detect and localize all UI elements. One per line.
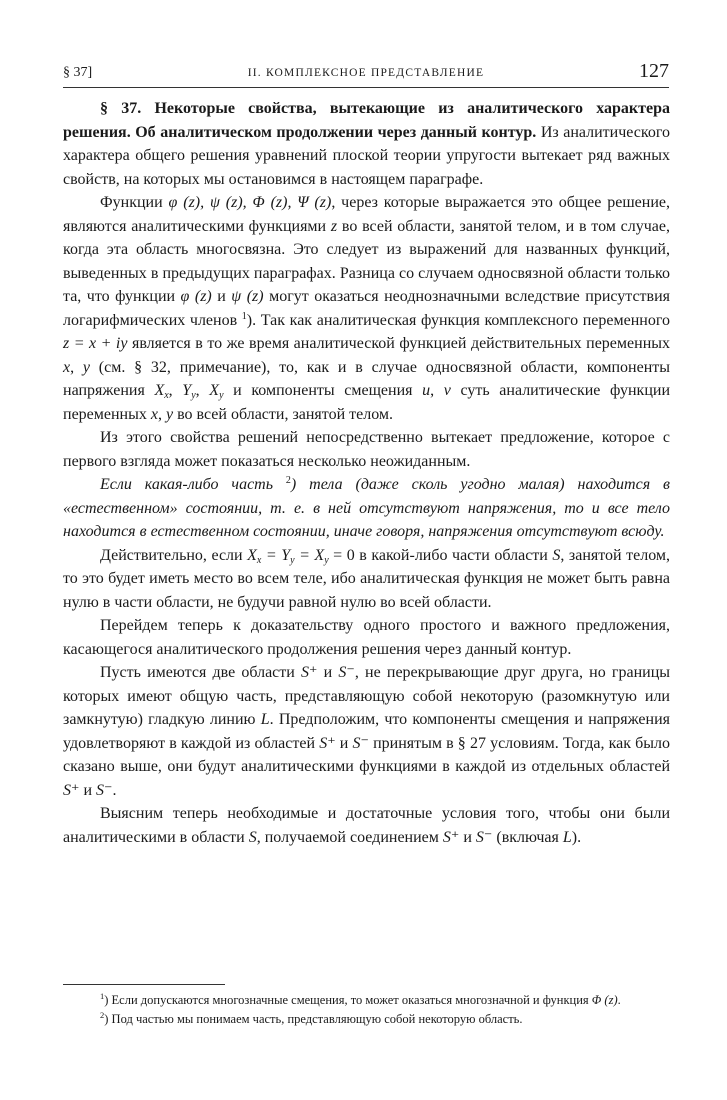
header-chapter-title: II. КОМПЛЕКСНОЕ ПРЕДСТАВЛЕНИЕ <box>247 67 485 79</box>
math-stress-xx <box>154 382 168 399</box>
math-region: S⁺ <box>442 828 460 846</box>
math-region: S⁻ <box>338 664 355 681</box>
math-equation: z = x + iy <box>63 335 128 352</box>
math-var: S <box>552 546 561 564</box>
footnotes <box>63 991 670 1029</box>
paragraph-continuation-intro: Перейдем теперь к доказательству одного простого и важного предложения, касающегося аналитического продолжения решения через данный контур. <box>63 617 670 658</box>
paragraph-conditions <box>63 802 670 849</box>
text: и компоненты смещения <box>223 382 423 399</box>
math-region: S⁺ <box>301 664 318 681</box>
text: , получаемой соединением <box>256 828 443 846</box>
paragraph-functions <box>63 191 670 426</box>
text: Функции <box>100 194 169 211</box>
math-var: x <box>63 358 71 376</box>
text: , не перекрывающие друг друга, но границы которых имеют общую часть, представляющую собой некоторую (разомкнутую или замкнутую) гладкую линию <box>63 664 671 728</box>
text: Если какая-либо часть <box>100 476 286 493</box>
math-var: x <box>150 405 158 423</box>
footnote-mark: 2 <box>100 1010 105 1020</box>
math-function: φ (z) <box>180 288 212 305</box>
math-region: S⁺ <box>319 734 336 752</box>
text: . Предположим, что компоненты смещения и напряжения удовлетворяют в каждой из областей <box>63 711 671 752</box>
paragraph-proof <box>63 544 670 615</box>
text: Выясним теперь необходимые и достаточные условия того, чтобы они были аналитическими в области <box>63 805 670 846</box>
text: и <box>459 828 476 846</box>
text: и <box>211 288 232 305</box>
text: , <box>430 382 444 399</box>
math-symbol: X <box>154 382 165 399</box>
text: и <box>335 734 353 752</box>
text: ). <box>571 828 582 846</box>
math-var: L <box>562 828 572 846</box>
footnote-text: . <box>617 993 621 1007</box>
text: могут оказаться неоднозначными вследствие присутствия логарифмических членов <box>63 288 671 329</box>
text: ). Так как аналитическая функция комплексного переменного <box>246 311 670 329</box>
text: и <box>79 781 97 799</box>
footnote-ref-2: 2 <box>285 475 291 486</box>
text: . <box>112 781 117 799</box>
text: , <box>168 382 183 399</box>
footnote-text: ) Если допускаются многозначные смещения, то может оказаться многозначной и функция <box>104 993 592 1007</box>
text: во всей области, занятой телом, и в том случае, когда эта область многосвязна. Это следует из выражений для названных функций, выведенных в предыдущих параграфах. Разница со случаем односвязной области только та, что функции <box>63 217 670 305</box>
page-number: 127 <box>639 60 669 82</box>
math-stress-xy <box>209 382 223 399</box>
text: Действительно, если <box>100 546 248 564</box>
footnote-rule <box>63 984 225 985</box>
text: , <box>157 405 166 423</box>
text: Пусть имеются две области <box>100 664 302 681</box>
text: является в то же время аналитической функцией действительных переменных <box>127 335 671 352</box>
section-heading: § 37. Некоторые свойства, вытекающие из аналитического характера решения. Об аналитическом продолжении через данный контур. <box>63 100 670 141</box>
heading-continuation: Из аналитического характера общего решения уравнений плоской теории упругости вытекает ряд важных свойств, на которых мы остановимся в настоящем параграфе. <box>63 123 671 188</box>
math-equation: $X_x = Y_y = X_y = 0$ <box>247 546 355 566</box>
text: ) тела (даже сколь угодно малая) находится в «естественном» состоянии, т. е. в ней отсутствуют напряжения, то и все тело находится в естественном состоянии, иначе говоря, напряжения отсутствуют всюду. <box>63 476 670 540</box>
text: в какой-либо части области <box>354 546 553 564</box>
text: (см. § 32, примечание), то, как и в случае односвязной области, компоненты напряжения <box>63 358 671 399</box>
footnote-text: ) Под частью мы понимаем часть, представляющую собой некоторую область. <box>104 1012 523 1026</box>
paragraph-two-regions <box>63 661 670 802</box>
math-var: z <box>330 217 338 235</box>
footnote-2 <box>63 1010 670 1029</box>
math-region: S⁻ <box>96 781 113 799</box>
math-symbol: Y <box>182 382 192 399</box>
running-header <box>63 60 669 86</box>
section-heading-paragraph <box>63 97 670 191</box>
math-function: ψ (z) <box>231 288 264 305</box>
text: , занятой телом, то это будет иметь место во всем теле, ибо аналитическая функция не может быть равна нулю в части области, не будучи равной нулю во всей области. <box>63 546 671 611</box>
math-var: v <box>443 382 451 399</box>
math-var: S <box>248 828 257 846</box>
math-functions: φ (z), ψ (z), Φ (z), Ψ (z) <box>168 194 332 211</box>
math-var: y <box>165 405 174 423</box>
math-region: S⁻ <box>475 828 493 846</box>
header-section-ref: § 37] <box>63 65 93 80</box>
math-subscript: y <box>191 390 196 401</box>
math-var: L <box>260 711 270 728</box>
footnote-mark: 1 <box>100 991 105 1001</box>
text: , через которые выражается это общее решение, являются аналитическими функциями <box>63 194 670 235</box>
text: во всей области, занятой телом. <box>173 405 394 423</box>
math-var: y <box>82 358 91 376</box>
math-function: Φ (z) <box>591 993 618 1007</box>
text: принятым в § 27 условиям. Тогда, как было сказано выше, они будут аналитическими функциями в каждой из отдельных областей <box>63 734 671 775</box>
main-text <box>63 97 670 849</box>
text: суть аналитические функции переменных <box>63 382 670 423</box>
footnote-1 <box>63 991 670 1010</box>
math-region: S⁺ <box>63 781 80 799</box>
math-region: S⁻ <box>352 734 369 752</box>
paragraph-consequence: Из этого свойства решений непосредственно вытекает предложение, которое с первого взгляда может показаться несколько неожиданным. <box>63 429 670 470</box>
text: , <box>195 382 210 399</box>
text: , <box>70 358 83 376</box>
text: и <box>317 664 339 681</box>
math-stress-yy <box>182 382 195 399</box>
math-symbol: X <box>209 382 220 399</box>
paragraph-proposition <box>63 473 670 544</box>
header-rule <box>63 87 669 88</box>
math-var: u <box>422 382 431 399</box>
footnote-ref-1: 1 <box>241 310 247 322</box>
text: (включая <box>492 828 563 846</box>
math-subscript: y <box>219 390 224 401</box>
math-subscript: x <box>164 390 169 401</box>
